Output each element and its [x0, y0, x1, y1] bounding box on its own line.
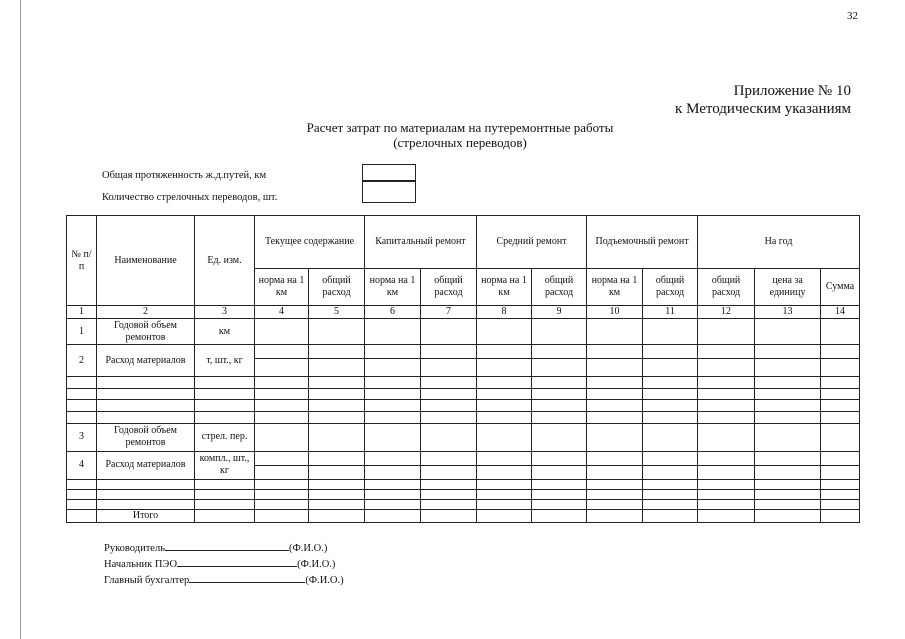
column-number: 13	[755, 306, 821, 319]
data-cell[interactable]	[421, 509, 477, 522]
data-cell[interactable]	[755, 345, 821, 359]
data-cell[interactable]	[255, 345, 309, 359]
column-number: 7	[421, 306, 477, 319]
data-cell[interactable]	[755, 499, 821, 509]
data-cell[interactable]	[698, 479, 755, 489]
data-cell[interactable]	[698, 411, 755, 423]
data-cell[interactable]	[755, 451, 821, 465]
row-name: Годовой объем ремонтов	[97, 423, 195, 451]
data-cell[interactable]	[67, 388, 97, 399]
data-cell[interactable]	[587, 319, 643, 345]
data-cell[interactable]	[698, 345, 755, 359]
data-cell[interactable]	[195, 377, 255, 388]
data-cell[interactable]	[755, 479, 821, 489]
header-medium-repair: Средний ремонт	[477, 216, 587, 269]
data-cell[interactable]	[421, 479, 477, 489]
data-cell[interactable]	[532, 319, 587, 345]
data-cell[interactable]	[195, 399, 255, 411]
data-cell[interactable]	[97, 377, 195, 388]
data-cell[interactable]	[97, 499, 195, 509]
data-cell[interactable]	[821, 489, 860, 499]
data-cell[interactable]	[97, 399, 195, 411]
data-cell[interactable]	[587, 345, 643, 359]
data-cell[interactable]	[477, 479, 532, 489]
header-capital-repair: Капитальный ремонт	[365, 216, 477, 269]
data-cell[interactable]	[365, 377, 421, 388]
data-cell[interactable]	[255, 411, 309, 423]
data-cell[interactable]	[755, 465, 821, 479]
data-cell[interactable]	[821, 345, 860, 359]
table-row	[67, 345, 860, 359]
data-cell[interactable]	[97, 388, 195, 399]
materials-cost-table	[66, 215, 860, 523]
data-cell[interactable]	[477, 489, 532, 499]
data-cell[interactable]	[643, 489, 698, 499]
column-number: 4	[255, 306, 309, 319]
data-cell[interactable]	[643, 411, 698, 423]
data-cell[interactable]	[698, 388, 755, 399]
data-cell[interactable]	[309, 489, 365, 499]
data-cell[interactable]	[532, 377, 587, 388]
data-cell[interactable]	[587, 479, 643, 489]
data-cell[interactable]	[255, 489, 309, 499]
data-cell[interactable]	[309, 377, 365, 388]
header-total: общий расход	[532, 269, 587, 306]
data-cell[interactable]	[365, 399, 421, 411]
column-number: 1	[67, 306, 97, 319]
signature-line[interactable]	[165, 540, 289, 551]
data-cell[interactable]	[67, 479, 97, 489]
row-name: Расход материалов	[97, 451, 195, 479]
data-cell[interactable]	[821, 388, 860, 399]
blank-row	[67, 479, 860, 489]
blank-row	[67, 499, 860, 509]
table-row	[67, 423, 860, 451]
data-cell[interactable]	[421, 359, 477, 377]
data-cell[interactable]	[532, 509, 587, 522]
data-cell[interactable]	[532, 388, 587, 399]
data-cell[interactable]	[821, 423, 860, 451]
data-cell[interactable]	[532, 345, 587, 359]
data-cell[interactable]	[195, 489, 255, 499]
header-lifting-repair: Подъемочный ремонт	[587, 216, 698, 269]
data-cell[interactable]	[421, 411, 477, 423]
table-row	[67, 319, 860, 345]
data-cell[interactable]	[755, 319, 821, 345]
data-cell[interactable]	[532, 465, 587, 479]
data-cell[interactable]	[755, 388, 821, 399]
header-current-maintenance: Текущее содержание	[255, 216, 365, 269]
data-cell[interactable]	[587, 499, 643, 509]
header-total: общий расход	[643, 269, 698, 306]
data-cell[interactable]	[477, 399, 532, 411]
appendix-line-1: Приложение № 10	[733, 83, 851, 99]
data-cell[interactable]	[195, 411, 255, 423]
data-cell[interactable]	[477, 359, 532, 377]
data-cell[interactable]	[821, 377, 860, 388]
data-cell[interactable]	[421, 345, 477, 359]
data-cell[interactable]	[643, 479, 698, 489]
data-cell[interactable]	[643, 359, 698, 377]
data-cell[interactable]	[255, 509, 309, 522]
data-cell[interactable]	[477, 509, 532, 522]
data-cell[interactable]	[365, 423, 421, 451]
data-cell[interactable]	[532, 479, 587, 489]
data-cell[interactable]	[643, 377, 698, 388]
data-cell[interactable]	[755, 509, 821, 522]
data-cell[interactable]	[821, 359, 860, 377]
switch-count-label: Количество стрелочных переводов, шт.	[102, 192, 278, 203]
data-cell[interactable]	[643, 345, 698, 359]
appendix-heading	[560, 82, 851, 118]
data-cell[interactable]	[255, 479, 309, 489]
header-unit: Ед. изм.	[195, 216, 255, 306]
header-total: общий расход	[421, 269, 477, 306]
signature-head	[104, 540, 344, 556]
data-cell[interactable]	[477, 423, 532, 451]
data-cell[interactable]	[698, 451, 755, 465]
data-cell[interactable]	[309, 499, 365, 509]
data-cell[interactable]	[255, 465, 309, 479]
data-cell[interactable]	[67, 399, 97, 411]
column-number: 6	[365, 306, 421, 319]
data-cell[interactable]	[532, 489, 587, 499]
data-cell[interactable]	[587, 399, 643, 411]
data-cell[interactable]	[532, 451, 587, 465]
row-name: Годовой объем ремонтов	[97, 319, 195, 345]
data-cell[interactable]	[97, 479, 195, 489]
data-cell[interactable]	[97, 411, 195, 423]
column-number: 3	[195, 306, 255, 319]
header-total: общий расход	[309, 269, 365, 306]
data-cell[interactable]	[255, 377, 309, 388]
data-cell[interactable]	[309, 451, 365, 465]
data-cell[interactable]	[698, 319, 755, 345]
data-cell[interactable]	[255, 423, 309, 451]
data-cell[interactable]	[477, 451, 532, 465]
signature-peo	[104, 556, 344, 572]
data-cell[interactable]	[421, 319, 477, 345]
header-norm: норма на 1 км	[255, 269, 309, 306]
data-cell[interactable]	[421, 489, 477, 499]
data-cell[interactable]	[477, 377, 532, 388]
data-cell[interactable]	[755, 399, 821, 411]
data-cell[interactable]	[421, 399, 477, 411]
header-per-year: На год	[698, 216, 860, 269]
row-number: 2	[67, 345, 97, 377]
data-cell[interactable]	[821, 499, 860, 509]
signature-line[interactable]	[177, 556, 297, 567]
data-cell[interactable]	[698, 489, 755, 499]
data-cell[interactable]	[755, 423, 821, 451]
data-cell[interactable]	[821, 411, 860, 423]
data-cell[interactable]	[643, 509, 698, 522]
title-line-1: Расчет затрат по материалам на путеремонтные работы	[306, 120, 614, 135]
data-cell[interactable]	[477, 465, 532, 479]
header-norm: норма на 1 км	[477, 269, 532, 306]
signature-line[interactable]	[189, 572, 305, 583]
data-cell[interactable]	[365, 319, 421, 345]
data-cell[interactable]	[421, 465, 477, 479]
data-cell[interactable]	[309, 411, 365, 423]
data-cell[interactable]	[421, 451, 477, 465]
data-cell[interactable]	[698, 509, 755, 522]
row-number: 4	[67, 451, 97, 479]
header-norm: норма на 1 км	[365, 269, 421, 306]
data-cell[interactable]	[309, 388, 365, 399]
data-cell[interactable]	[698, 377, 755, 388]
data-cell[interactable]	[821, 451, 860, 465]
header-price: цена за единицу	[755, 269, 821, 306]
data-cell[interactable]	[587, 489, 643, 499]
data-cell[interactable]	[821, 509, 860, 522]
data-cell[interactable]	[365, 489, 421, 499]
title-line-2: (стрелочных переводов)	[393, 135, 527, 150]
data-cell[interactable]	[698, 499, 755, 509]
row-unit: компл., шт., кг	[195, 451, 255, 479]
data-cell[interactable]	[698, 399, 755, 411]
column-number: 10	[587, 306, 643, 319]
column-number: 2	[97, 306, 195, 319]
data-cell[interactable]	[309, 509, 365, 522]
header-total: общий расход	[698, 269, 755, 306]
fio-label: (Ф.И.О.)	[305, 575, 344, 586]
data-cell[interactable]	[587, 411, 643, 423]
column-number: 14	[821, 306, 860, 319]
data-cell[interactable]	[532, 399, 587, 411]
data-cell[interactable]	[365, 411, 421, 423]
data-cell[interactable]	[309, 399, 365, 411]
row-unit: стрел. пер.	[195, 423, 255, 451]
data-cell[interactable]	[587, 359, 643, 377]
header-sum: Сумма	[821, 269, 860, 306]
data-cell[interactable]	[309, 465, 365, 479]
data-cell[interactable]	[255, 359, 309, 377]
signatures-block	[104, 540, 344, 588]
data-cell[interactable]	[477, 499, 532, 509]
data-cell[interactable]	[67, 509, 97, 522]
data-cell[interactable]	[643, 465, 698, 479]
table-row	[67, 451, 860, 465]
fio-label: (Ф.И.О.)	[297, 559, 336, 570]
header-norm: норма на 1 км	[587, 269, 643, 306]
data-cell[interactable]	[755, 377, 821, 388]
data-cell[interactable]	[255, 388, 309, 399]
data-cell[interactable]	[532, 499, 587, 509]
data-cell[interactable]	[643, 399, 698, 411]
data-cell[interactable]	[587, 465, 643, 479]
signature-accountant	[104, 572, 344, 588]
row-number: 1	[67, 319, 97, 345]
data-cell[interactable]	[821, 399, 860, 411]
column-number: 12	[698, 306, 755, 319]
data-cell[interactable]	[365, 451, 421, 465]
signature-peo-label: Начальник ПЭО	[104, 559, 178, 570]
header-num: № п/п	[67, 216, 97, 306]
data-cell[interactable]	[309, 423, 365, 451]
column-number: 5	[309, 306, 365, 319]
document-title	[230, 120, 690, 150]
data-cell[interactable]	[587, 377, 643, 388]
data-cell[interactable]	[421, 377, 477, 388]
data-cell[interactable]	[587, 509, 643, 522]
data-cell[interactable]	[821, 479, 860, 489]
data-cell[interactable]	[421, 423, 477, 451]
data-cell[interactable]	[643, 388, 698, 399]
data-cell[interactable]	[309, 479, 365, 489]
data-cell[interactable]	[365, 479, 421, 489]
page-left-rule	[20, 0, 21, 639]
column-number: 8	[477, 306, 532, 319]
blank-row	[67, 489, 860, 499]
data-cell[interactable]	[195, 499, 255, 509]
data-cell[interactable]	[698, 465, 755, 479]
row-unit: км	[195, 319, 255, 345]
data-cell[interactable]	[195, 388, 255, 399]
page-number: 32	[847, 10, 858, 22]
total-row	[67, 509, 860, 522]
data-cell[interactable]	[67, 489, 97, 499]
data-cell[interactable]	[365, 509, 421, 522]
data-cell[interactable]	[477, 411, 532, 423]
data-cell[interactable]	[309, 345, 365, 359]
data-cell[interactable]	[643, 451, 698, 465]
data-cell[interactable]	[67, 377, 97, 388]
signature-head-label: Руководитель	[104, 543, 165, 554]
blank-row	[67, 399, 860, 411]
row-name: Расход материалов	[97, 345, 195, 377]
data-cell[interactable]	[643, 423, 698, 451]
data-cell[interactable]	[67, 411, 97, 423]
fio-label: (Ф.И.О.)	[288, 543, 328, 554]
data-cell[interactable]	[255, 319, 309, 345]
switch-count-field[interactable]	[362, 181, 416, 203]
data-cell[interactable]	[421, 388, 477, 399]
data-cell[interactable]	[643, 499, 698, 509]
data-cell[interactable]	[587, 451, 643, 465]
data-cell[interactable]	[755, 359, 821, 377]
column-number: 9	[532, 306, 587, 319]
data-cell[interactable]	[309, 359, 365, 377]
data-cell[interactable]	[365, 388, 421, 399]
signature-accountant-label: Главный бухгалтер	[104, 575, 190, 586]
data-cell[interactable]	[821, 465, 860, 479]
data-cell[interactable]	[532, 423, 587, 451]
data-cell[interactable]	[821, 319, 860, 345]
data-cell[interactable]	[698, 359, 755, 377]
row-number: 3	[67, 423, 97, 451]
data-cell[interactable]	[309, 319, 365, 345]
data-cell[interactable]	[365, 359, 421, 377]
blank-row	[67, 411, 860, 423]
data-cell[interactable]	[365, 465, 421, 479]
data-cell[interactable]	[532, 411, 587, 423]
data-cell[interactable]	[195, 509, 255, 522]
header-name: Наименование	[97, 216, 195, 306]
data-cell[interactable]	[365, 499, 421, 509]
data-cell[interactable]	[532, 359, 587, 377]
data-cell[interactable]	[195, 479, 255, 489]
track-length-label: Общая протяженность ж.д.путей, км	[102, 170, 267, 181]
column-number: 11	[643, 306, 698, 319]
data-cell[interactable]	[365, 345, 421, 359]
data-cell[interactable]	[587, 388, 643, 399]
data-cell[interactable]	[755, 411, 821, 423]
track-length-field[interactable]	[362, 164, 416, 181]
blank-row	[67, 388, 860, 399]
data-cell[interactable]	[255, 399, 309, 411]
data-cell[interactable]	[255, 451, 309, 465]
data-cell[interactable]	[587, 423, 643, 451]
column-number-row	[67, 306, 860, 319]
data-cell[interactable]	[255, 499, 309, 509]
data-cell[interactable]	[477, 388, 532, 399]
data-cell[interactable]	[755, 489, 821, 499]
blank-row	[67, 377, 860, 388]
data-cell[interactable]	[643, 319, 698, 345]
data-cell[interactable]	[421, 499, 477, 509]
total-label: Итого	[97, 509, 195, 522]
data-cell[interactable]	[97, 489, 195, 499]
data-cell[interactable]	[698, 423, 755, 451]
row-unit: т, шт., кг	[195, 345, 255, 377]
data-cell[interactable]	[477, 345, 532, 359]
data-cell[interactable]	[477, 319, 532, 345]
appendix-line-2: к Методическим указаниям	[675, 101, 851, 117]
data-cell[interactable]	[67, 499, 97, 509]
